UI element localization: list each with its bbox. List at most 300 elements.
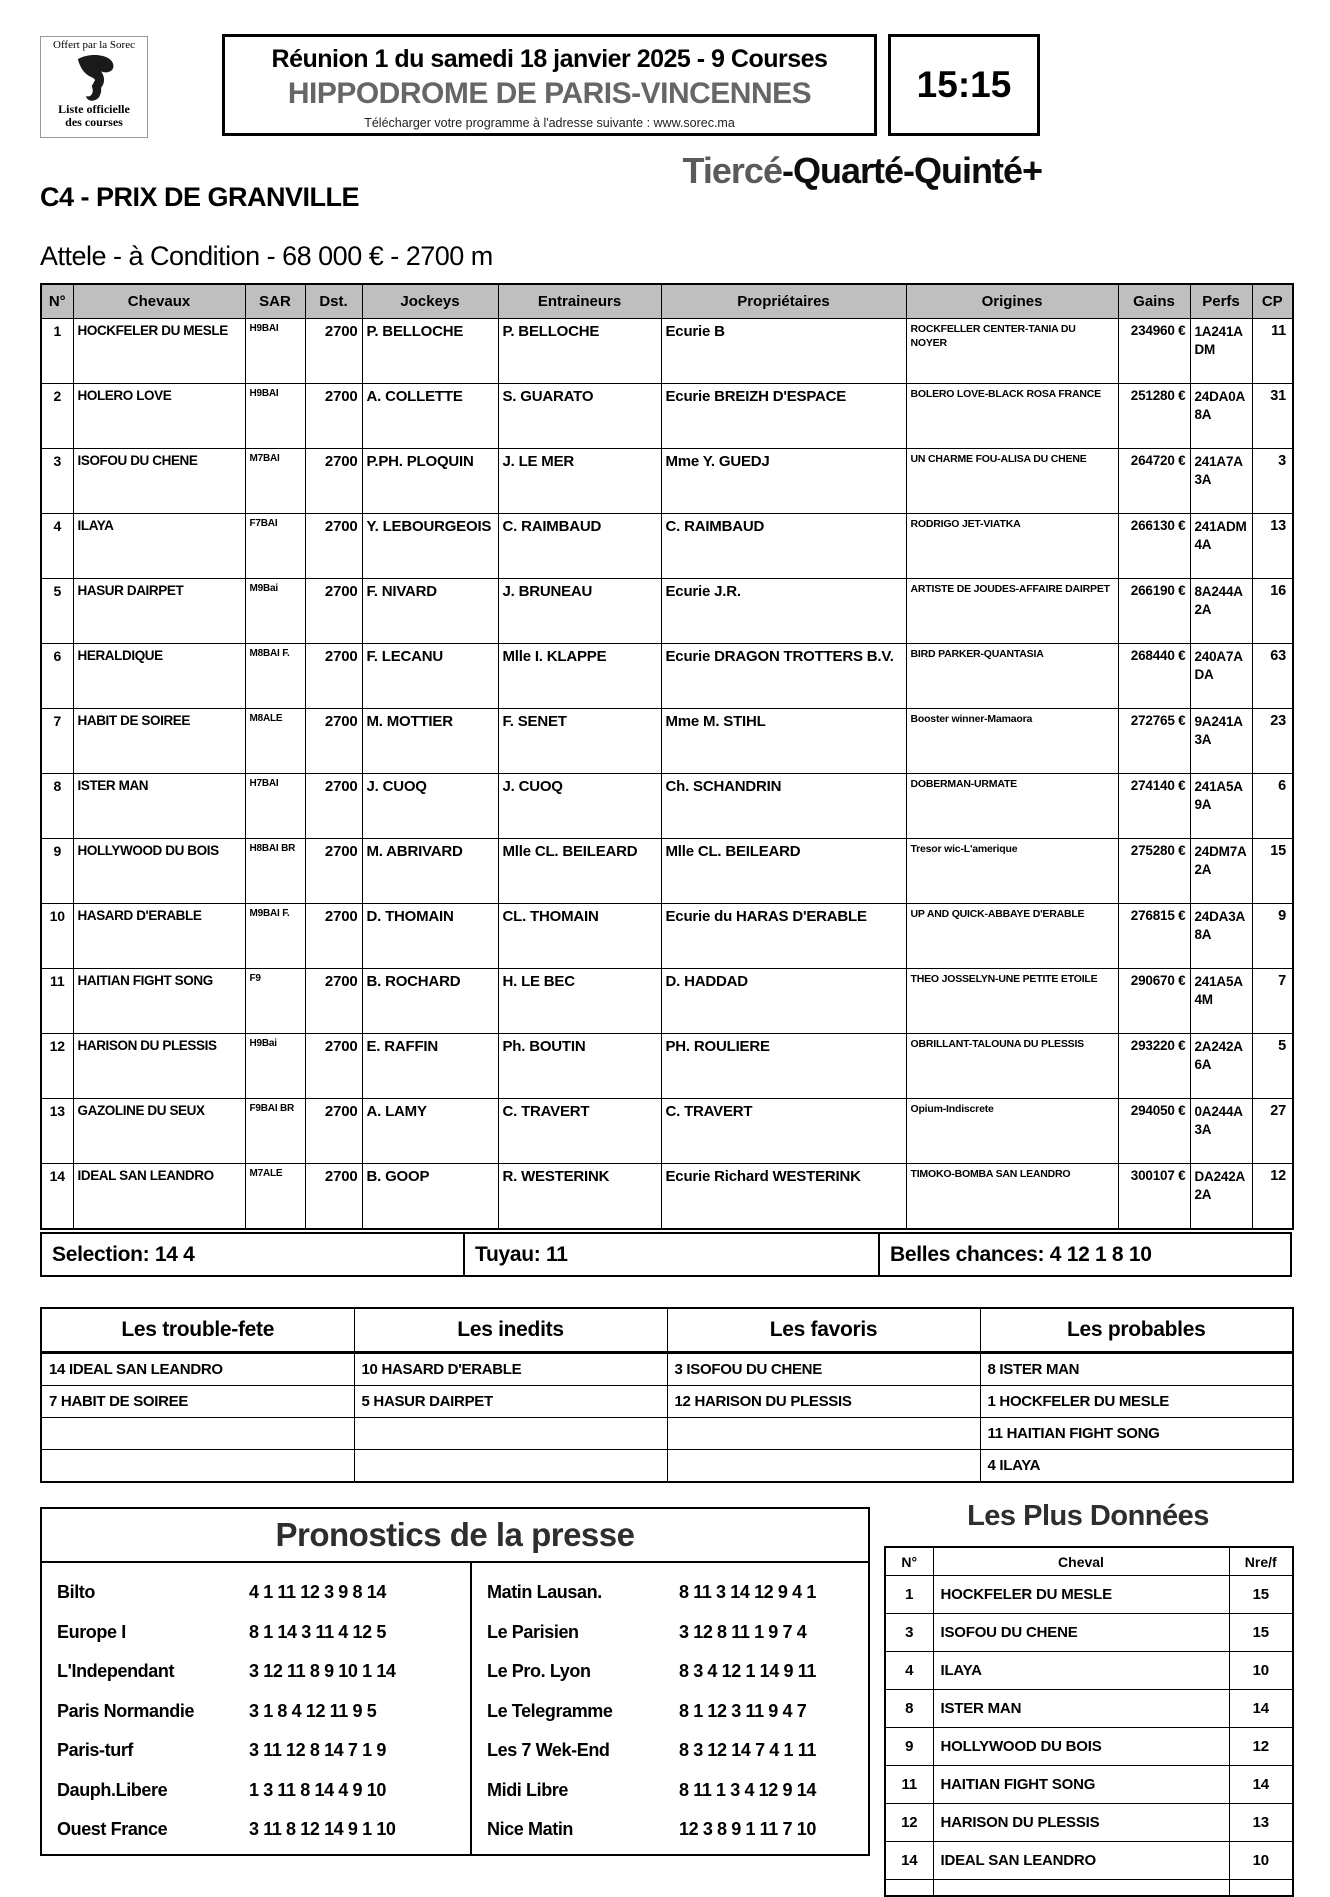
horse-sar: H9BAI	[245, 319, 305, 384]
press-outlet-picks: 8 1 12 3 11 9 4 7	[679, 1700, 807, 1721]
horse-number: 4	[41, 514, 73, 579]
cat-cell-probables: 4 ILAYA	[980, 1450, 1293, 1483]
horse-gains: 275280 €	[1118, 839, 1190, 904]
plus-donnees-row	[885, 1766, 1293, 1804]
race-conditions: Attele - à Condition - 68 000 € - 2700 m	[40, 241, 493, 271]
horse-name: ISTER MAN	[73, 774, 245, 839]
cat-cell-inedits	[354, 1418, 667, 1450]
press-outlet-name: Nice Matin	[487, 1819, 574, 1840]
cat-cell-inedits: 10 HASARD D'ERABLE	[354, 1353, 667, 1386]
plus-horse-name: ISTER MAN	[933, 1690, 1229, 1728]
horse-sar: M9BAI F.	[245, 904, 305, 969]
col-header-proprietaires: Propriétaires	[661, 284, 906, 319]
cat-cell-probables: 8 ISTER MAN	[980, 1353, 1293, 1386]
plus-horse-nref: 14	[1229, 1766, 1293, 1804]
horse-number: 9	[41, 839, 73, 904]
horse-origins: DOBERMAN-URMATE	[906, 774, 1118, 839]
press-row	[472, 1573, 868, 1613]
horse-perfs: 0A244A 3A	[1190, 1099, 1252, 1164]
horse-cp: 11	[1252, 319, 1293, 384]
press-outlet-name: Dauph.Libere	[57, 1779, 168, 1800]
horse-origins: THEO JOSSELYN-UNE PETITE ETOILE	[906, 969, 1118, 1034]
horse-distance: 2700	[305, 774, 362, 839]
press-outlet-name: Paris Normandie	[57, 1700, 195, 1721]
bet-type-quarte-quinte: -Quarté-Quinté+	[781, 150, 1042, 191]
horse-trainer: Ph. BOUTIN	[498, 1034, 661, 1099]
selection-strip	[40, 1232, 1292, 1277]
plus-donnees-row	[885, 1652, 1293, 1690]
horse-perfs: 24DA3A 8A	[1190, 904, 1252, 969]
categories-row	[41, 1450, 1293, 1483]
horse-gains: 272765 €	[1118, 709, 1190, 774]
plus-donnees-body	[885, 1576, 1293, 1880]
press-row	[472, 1810, 868, 1850]
horse-gains: 264720 €	[1118, 449, 1190, 514]
horse-gains: 276815 €	[1118, 904, 1190, 969]
horse-distance: 2700	[305, 449, 362, 514]
logo-offert-text: Offert par la Sorec	[53, 39, 135, 51]
press-row	[472, 1692, 868, 1732]
horse-trainer: CL. THOMAIN	[498, 904, 661, 969]
horse-distance: 2700	[305, 969, 362, 1034]
cat-header-trouble-fete: Les trouble-fete	[41, 1308, 354, 1353]
cat-cell-favoris	[667, 1450, 980, 1483]
horse-gains: 294050 €	[1118, 1099, 1190, 1164]
horse-name: HERALDIQUE	[73, 644, 245, 709]
horse-number: 6	[41, 644, 73, 709]
plus-horse-name: ILAYA	[933, 1652, 1229, 1690]
plus-donnees-row	[885, 1614, 1293, 1652]
horse-sar: M8ALE	[245, 709, 305, 774]
horse-cp: 31	[1252, 384, 1293, 449]
plus-horse-nref: 12	[1229, 1728, 1293, 1766]
horse-row	[41, 319, 1293, 384]
cat-cell-favoris: 3 ISOFOU DU CHENE	[667, 1353, 980, 1386]
horse-sar: F7BAI	[245, 514, 305, 579]
plus-horse-nref: 10	[1229, 1842, 1293, 1880]
col-header-gains: Gains	[1118, 284, 1190, 319]
cat-cell-probables: 11 HAITIAN FIGHT SONG	[980, 1418, 1293, 1450]
horse-sar: H9Bai	[245, 1034, 305, 1099]
download-note: Télécharger votre programme à l'adresse suivante : www.sorec.ma	[364, 116, 735, 130]
horse-perfs: 241A5A 4M	[1190, 969, 1252, 1034]
press-outlet-picks: 8 3 4 12 1 14 9 11	[679, 1661, 816, 1682]
horse-perfs: 1A241A DM	[1190, 319, 1252, 384]
press-title: Pronostics de la presse	[42, 1509, 868, 1563]
press-outlet-picks: 4 1 11 12 3 9 8 14	[249, 1582, 386, 1603]
plus-header-nref: Nre/f	[1229, 1547, 1293, 1576]
press-outlet-name: Matin Lausan.	[487, 1582, 602, 1603]
horse-owner: C. RAIMBAUD	[661, 514, 906, 579]
horse-origins: ROCKFELLER CENTER-TANIA DU NOYER	[906, 319, 1118, 384]
horse-perfs: DA242A 2A	[1190, 1164, 1252, 1230]
horse-gains: 251280 €	[1118, 384, 1190, 449]
col-header-origines: Origines	[906, 284, 1118, 319]
plus-horse-name: HOCKFELER DU MESLE	[933, 1576, 1229, 1614]
horse-cp: 3	[1252, 449, 1293, 514]
press-row	[42, 1731, 470, 1771]
col-header-numero: N°	[41, 284, 73, 319]
horse-trainer: C. TRAVERT	[498, 1099, 661, 1164]
press-outlet-picks: 3 12 8 11 1 9 7 4	[679, 1621, 807, 1642]
horse-cp: 12	[1252, 1164, 1293, 1230]
plus-donnees-row	[885, 1842, 1293, 1880]
press-column-left	[42, 1563, 472, 1854]
horse-cp: 6	[1252, 774, 1293, 839]
plus-horse-number: 11	[885, 1766, 933, 1804]
cat-cell-favoris	[667, 1418, 980, 1450]
plus-horse-nref: 10	[1229, 1652, 1293, 1690]
sorec-logo-box	[40, 36, 148, 138]
cat-cell-trouble-fete	[41, 1450, 354, 1483]
press-outlet-picks: 3 11 12 8 14 7 1 9	[249, 1740, 386, 1761]
plus-donnees-row	[885, 1690, 1293, 1728]
horse-cp: 5	[1252, 1034, 1293, 1099]
horse-jockey: P. BELLOCHE	[362, 319, 498, 384]
horse-number: 2	[41, 384, 73, 449]
horse-jockey: D. THOMAIN	[362, 904, 498, 969]
horse-perfs: 241A5A 9A	[1190, 774, 1252, 839]
categories-row	[41, 1386, 1293, 1418]
horse-cp: 9	[1252, 904, 1293, 969]
horse-row	[41, 904, 1293, 969]
col-header-sar: SAR	[245, 284, 305, 319]
horse-perfs: 2A242A 6A	[1190, 1034, 1252, 1099]
plus-donnees-row	[885, 1576, 1293, 1614]
horse-number: 12	[41, 1034, 73, 1099]
horse-distance: 2700	[305, 319, 362, 384]
horse-name: GAZOLINE DU SEUX	[73, 1099, 245, 1164]
press-outlet-name: Le Telegramme	[487, 1700, 613, 1721]
meeting-title: Réunion 1 du samedi 18 janvier 2025 - 9 Courses	[271, 45, 828, 73]
plus-donnees-table	[884, 1546, 1294, 1897]
horse-row	[41, 709, 1293, 774]
horse-distance: 2700	[305, 904, 362, 969]
press-row	[42, 1652, 470, 1692]
categories-row	[41, 1353, 1293, 1386]
press-row	[42, 1692, 470, 1732]
horse-sar: H7BAI	[245, 774, 305, 839]
horse-jockey: A. LAMY	[362, 1099, 498, 1164]
press-outlet-picks: 8 11 3 14 12 9 4 1	[679, 1582, 816, 1603]
horse-trainer: J. LE MER	[498, 449, 661, 514]
horse-row	[41, 1164, 1293, 1230]
horse-sar: H8BAI BR	[245, 839, 305, 904]
categories-body	[41, 1353, 1293, 1483]
horse-owner: Ecurie du HARAS D'ERABLE	[661, 904, 906, 969]
horse-jockey: M. ABRIVARD	[362, 839, 498, 904]
horse-number: 7	[41, 709, 73, 774]
hippodrome-name: HIPPODROME DE PARIS-VINCENNES	[287, 77, 812, 110]
plus-horse-number: 4	[885, 1652, 933, 1690]
horse-cp: 16	[1252, 579, 1293, 644]
horse-name: HASUR DAIRPET	[73, 579, 245, 644]
cat-cell-probables: 1 HOCKFELER DU MESLE	[980, 1386, 1293, 1418]
horse-owner: Ecurie BREIZH D'ESPACE	[661, 384, 906, 449]
plus-donnees-row	[885, 1728, 1293, 1766]
plus-horse-number: 12	[885, 1804, 933, 1842]
horse-row	[41, 1034, 1293, 1099]
horse-jockey: P.PH. PLOQUIN	[362, 449, 498, 514]
horse-owner: PH. ROULIERE	[661, 1034, 906, 1099]
plus-donnees-row	[885, 1804, 1293, 1842]
press-row	[42, 1573, 470, 1613]
press-row	[42, 1613, 470, 1653]
horse-distance: 2700	[305, 839, 362, 904]
press-row	[42, 1810, 470, 1850]
press-outlet-name: Midi Libre	[487, 1779, 568, 1800]
horse-owner: Ecurie J.R.	[661, 579, 906, 644]
col-header-cp: CP	[1252, 284, 1293, 319]
horse-cp: 7	[1252, 969, 1293, 1034]
selection-text: Selection: 14 4	[52, 1243, 195, 1266]
horse-number: 5	[41, 579, 73, 644]
horse-jockey: Y. LEBOURGEOIS	[362, 514, 498, 579]
bet-type-tierce: Tiercé	[682, 150, 782, 191]
horse-trainer: R. WESTERINK	[498, 1164, 661, 1230]
cat-cell-inedits: 5 HASUR DAIRPET	[354, 1386, 667, 1418]
horse-perfs: 24DM7A 2A	[1190, 839, 1252, 904]
horse-origins: OBRILLANT-TALOUNA DU PLESSIS	[906, 1034, 1118, 1099]
logo-caption-line1: Liste officielle	[58, 102, 130, 116]
horse-sar: M7ALE	[245, 1164, 305, 1230]
plus-horse-number: 9	[885, 1728, 933, 1766]
horse-owner: Ecurie B	[661, 319, 906, 384]
press-outlet-name: Le Pro. Lyon	[487, 1661, 591, 1682]
horse-name: HAITIAN FIGHT SONG	[73, 969, 245, 1034]
categories-row	[41, 1418, 1293, 1450]
horse-number: 3	[41, 449, 73, 514]
horse-name: HOLLYWOOD DU BOIS	[73, 839, 245, 904]
horse-row	[41, 514, 1293, 579]
horse-origins: ARTISTE DE JOUDES-AFFAIRE DAIRPET	[906, 579, 1118, 644]
horse-row	[41, 969, 1293, 1034]
horse-sar: F9BAI BR	[245, 1099, 305, 1164]
horse-sar: M7BAI	[245, 449, 305, 514]
horse-perfs: 241A7A 3A	[1190, 449, 1252, 514]
press-outlet-name: Europe I	[57, 1621, 126, 1642]
horse-distance: 2700	[305, 384, 362, 449]
horse-cp: 15	[1252, 839, 1293, 904]
plus-horse-name: HOLLYWOOD DU BOIS	[933, 1728, 1229, 1766]
col-header-chevaux: Chevaux	[73, 284, 245, 319]
race-title: C4 - PRIX DE GRANVILLE	[40, 182, 360, 212]
horse-origins: BIRD PARKER-QUANTASIA	[906, 644, 1118, 709]
horse-sar: H9BAI	[245, 384, 305, 449]
horse-owner: Ch. SCHANDRIN	[661, 774, 906, 839]
horse-trainer: P. BELLOCHE	[498, 319, 661, 384]
horse-origins: RODRIGO JET-VIATKA	[906, 514, 1118, 579]
horse-origins: Tresor wic-L'amerique	[906, 839, 1118, 904]
horse-perfs: 240A7A DA	[1190, 644, 1252, 709]
horse-gains: 266130 €	[1118, 514, 1190, 579]
press-row	[472, 1731, 868, 1771]
horse-cp: 63	[1252, 644, 1293, 709]
horse-distance: 2700	[305, 579, 362, 644]
horses-table-body	[41, 319, 1293, 1230]
horse-jockey: B. GOOP	[362, 1164, 498, 1230]
tuyau-text: Tuyau: 11	[463, 1234, 878, 1275]
horse-gains: 293220 €	[1118, 1034, 1190, 1099]
press-outlet-name: Ouest France	[57, 1819, 168, 1840]
press-outlet-name: Les 7 Wek-End	[487, 1740, 610, 1761]
plus-horse-number: 1	[885, 1576, 933, 1614]
cat-header-favoris: Les favoris	[667, 1308, 980, 1353]
plus-horse-nref: 14	[1229, 1690, 1293, 1728]
col-header-perfs: Perfs	[1190, 284, 1252, 319]
press-outlet-name: Le Parisien	[487, 1621, 579, 1642]
horse-jockey: A. COLLETTE	[362, 384, 498, 449]
plus-horse-name: HARISON DU PLESSIS	[933, 1804, 1229, 1842]
plus-horse-number: 14	[885, 1842, 933, 1880]
horse-name: HARISON DU PLESSIS	[73, 1034, 245, 1099]
horse-owner: D. HADDAD	[661, 969, 906, 1034]
horse-trainer: C. RAIMBAUD	[498, 514, 661, 579]
bet-types	[620, 150, 1042, 192]
press-outlet-picks: 3 1 8 4 12 11 9 5	[249, 1700, 377, 1721]
horse-gains: 300107 €	[1118, 1164, 1190, 1230]
press-outlet-picks: 3 12 11 8 9 10 1 14	[249, 1661, 396, 1682]
horse-name: HOCKFELER DU MESLE	[73, 319, 245, 384]
horse-cp: 27	[1252, 1099, 1293, 1164]
horse-number: 14	[41, 1164, 73, 1230]
press-outlet-picks: 12 3 8 9 1 11 7 10	[679, 1819, 816, 1840]
horse-name: ISOFOU DU CHENE	[73, 449, 245, 514]
plus-header-numero: N°	[885, 1547, 933, 1576]
press-outlet-picks: 1 3 11 8 14 4 9 10	[249, 1779, 386, 1800]
horse-owner: Ecurie Richard WESTERINK	[661, 1164, 906, 1230]
horse-perfs: 8A244A 2A	[1190, 579, 1252, 644]
horse-distance: 2700	[305, 1164, 362, 1230]
horses-table-header	[41, 284, 1293, 319]
plus-horse-name: ISOFOU DU CHENE	[933, 1614, 1229, 1652]
horse-gains: 268440 €	[1118, 644, 1190, 709]
press-outlet-picks: 8 11 1 3 4 12 9 14	[679, 1779, 816, 1800]
plus-header-cheval: Cheval	[933, 1547, 1229, 1576]
horse-owner: Mme Y. GUEDJ	[661, 449, 906, 514]
horse-row	[41, 839, 1293, 904]
horse-distance: 2700	[305, 709, 362, 774]
cat-header-inedits: Les inedits	[354, 1308, 667, 1353]
horse-distance: 2700	[305, 644, 362, 709]
cat-cell-trouble-fete: 7 HABIT DE SOIREE	[41, 1386, 354, 1418]
horse-jockey: F. LECANU	[362, 644, 498, 709]
horse-jockey: J. CUOQ	[362, 774, 498, 839]
press-outlet-name: Paris-turf	[57, 1740, 134, 1761]
horse-name: IDEAL SAN LEANDRO	[73, 1164, 245, 1230]
press-outlet-name: L'Independant	[57, 1661, 175, 1682]
press-outlet-picks: 3 11 8 12 14 9 1 10	[249, 1819, 396, 1840]
belles-chances-text: Belles chances: 4 12 1 8 10	[878, 1234, 1290, 1275]
horse-row	[41, 384, 1293, 449]
horse-distance: 2700	[305, 514, 362, 579]
horse-perfs: 241ADM 4A	[1190, 514, 1252, 579]
race-time: 15:15	[916, 64, 1012, 105]
horse-perfs: 9A241A 3A	[1190, 709, 1252, 774]
horse-gains: 290670 €	[1118, 969, 1190, 1034]
horse-jockey: M. MOTTIER	[362, 709, 498, 774]
horse-row	[41, 644, 1293, 709]
horse-trainer: F. SENET	[498, 709, 661, 774]
horse-trainer: S. GUARATO	[498, 384, 661, 449]
meeting-title-box	[222, 34, 877, 136]
press-row	[472, 1771, 868, 1811]
horse-gains: 266190 €	[1118, 579, 1190, 644]
horse-sar: M8BAI F.	[245, 644, 305, 709]
horse-distance: 2700	[305, 1034, 362, 1099]
horse-name: HOLERO LOVE	[73, 384, 245, 449]
horse-origins: BOLERO LOVE-BLACK ROSA FRANCE	[906, 384, 1118, 449]
horse-cp: 13	[1252, 514, 1293, 579]
plus-donnees-empty-row	[885, 1880, 1293, 1897]
horse-trainer: J. CUOQ	[498, 774, 661, 839]
horse-owner: Ecurie DRAGON TROTTERS B.V.	[661, 644, 906, 709]
horse-gains: 274140 €	[1118, 774, 1190, 839]
plus-horse-name: IDEAL SAN LEANDRO	[933, 1842, 1229, 1880]
plus-horse-number: 8	[885, 1690, 933, 1728]
cat-cell-favoris: 12 HARISON DU PLESSIS	[667, 1386, 980, 1418]
horse-jockey: B. ROCHARD	[362, 969, 498, 1034]
horse-trainer: H. LE BEC	[498, 969, 661, 1034]
race-time-box	[888, 34, 1040, 136]
press-outlet-picks: 8 3 12 14 7 4 1 11	[679, 1740, 816, 1761]
plus-horse-name: HAITIAN FIGHT SONG	[933, 1766, 1229, 1804]
press-outlet-picks: 8 1 14 3 11 4 12 5	[249, 1621, 386, 1642]
horse-owner: Mme M. STIHL	[661, 709, 906, 774]
horse-distance: 2700	[305, 1099, 362, 1164]
horse-owner: C. TRAVERT	[661, 1099, 906, 1164]
plus-donnees-title: Les Plus Données	[967, 1500, 1209, 1532]
sorec-logo-icon	[41, 51, 147, 103]
horse-perfs: 24DA0A 8A	[1190, 384, 1252, 449]
horse-number: 1	[41, 319, 73, 384]
horse-origins: TIMOKO-BOMBA SAN LEANDRO	[906, 1164, 1118, 1230]
cat-cell-inedits	[354, 1450, 667, 1483]
horse-row	[41, 774, 1293, 839]
col-header-jockeys: Jockeys	[362, 284, 498, 319]
press-prognostics-box	[40, 1507, 870, 1856]
horse-row	[41, 1099, 1293, 1164]
horse-sar: M9Bai	[245, 579, 305, 644]
horses-table	[40, 283, 1294, 1230]
horse-name: HABIT DE SOIREE	[73, 709, 245, 774]
horse-gains: 234960 €	[1118, 319, 1190, 384]
horse-number: 11	[41, 969, 73, 1034]
horse-name: HASARD D'ERABLE	[73, 904, 245, 969]
logo-caption-line2: des courses	[65, 115, 123, 129]
horse-cp: 23	[1252, 709, 1293, 774]
horse-origins: Booster winner-Mamaora	[906, 709, 1118, 774]
categories-table	[40, 1307, 1294, 1483]
plus-horse-nref: 15	[1229, 1576, 1293, 1614]
cat-cell-trouble-fete: 14 IDEAL SAN LEANDRO	[41, 1353, 354, 1386]
horse-jockey: F. NIVARD	[362, 579, 498, 644]
horse-origins: Opium-Indiscrete	[906, 1099, 1118, 1164]
horse-sar: F9	[245, 969, 305, 1034]
col-header-entraineurs: Entraineurs	[498, 284, 661, 319]
press-column-right	[472, 1563, 868, 1854]
plus-horse-nref: 13	[1229, 1804, 1293, 1842]
horse-trainer: Mlle CL. BEILEARD	[498, 839, 661, 904]
horse-trainer: Mlle I. KLAPPE	[498, 644, 661, 709]
cat-header-probables: Les probables	[980, 1308, 1293, 1353]
press-row	[472, 1652, 868, 1692]
horse-origins: UN CHARME FOU-ALISA DU CHENE	[906, 449, 1118, 514]
press-row	[472, 1613, 868, 1653]
horse-number: 13	[41, 1099, 73, 1164]
col-header-dst: Dst.	[305, 284, 362, 319]
horse-row	[41, 449, 1293, 514]
